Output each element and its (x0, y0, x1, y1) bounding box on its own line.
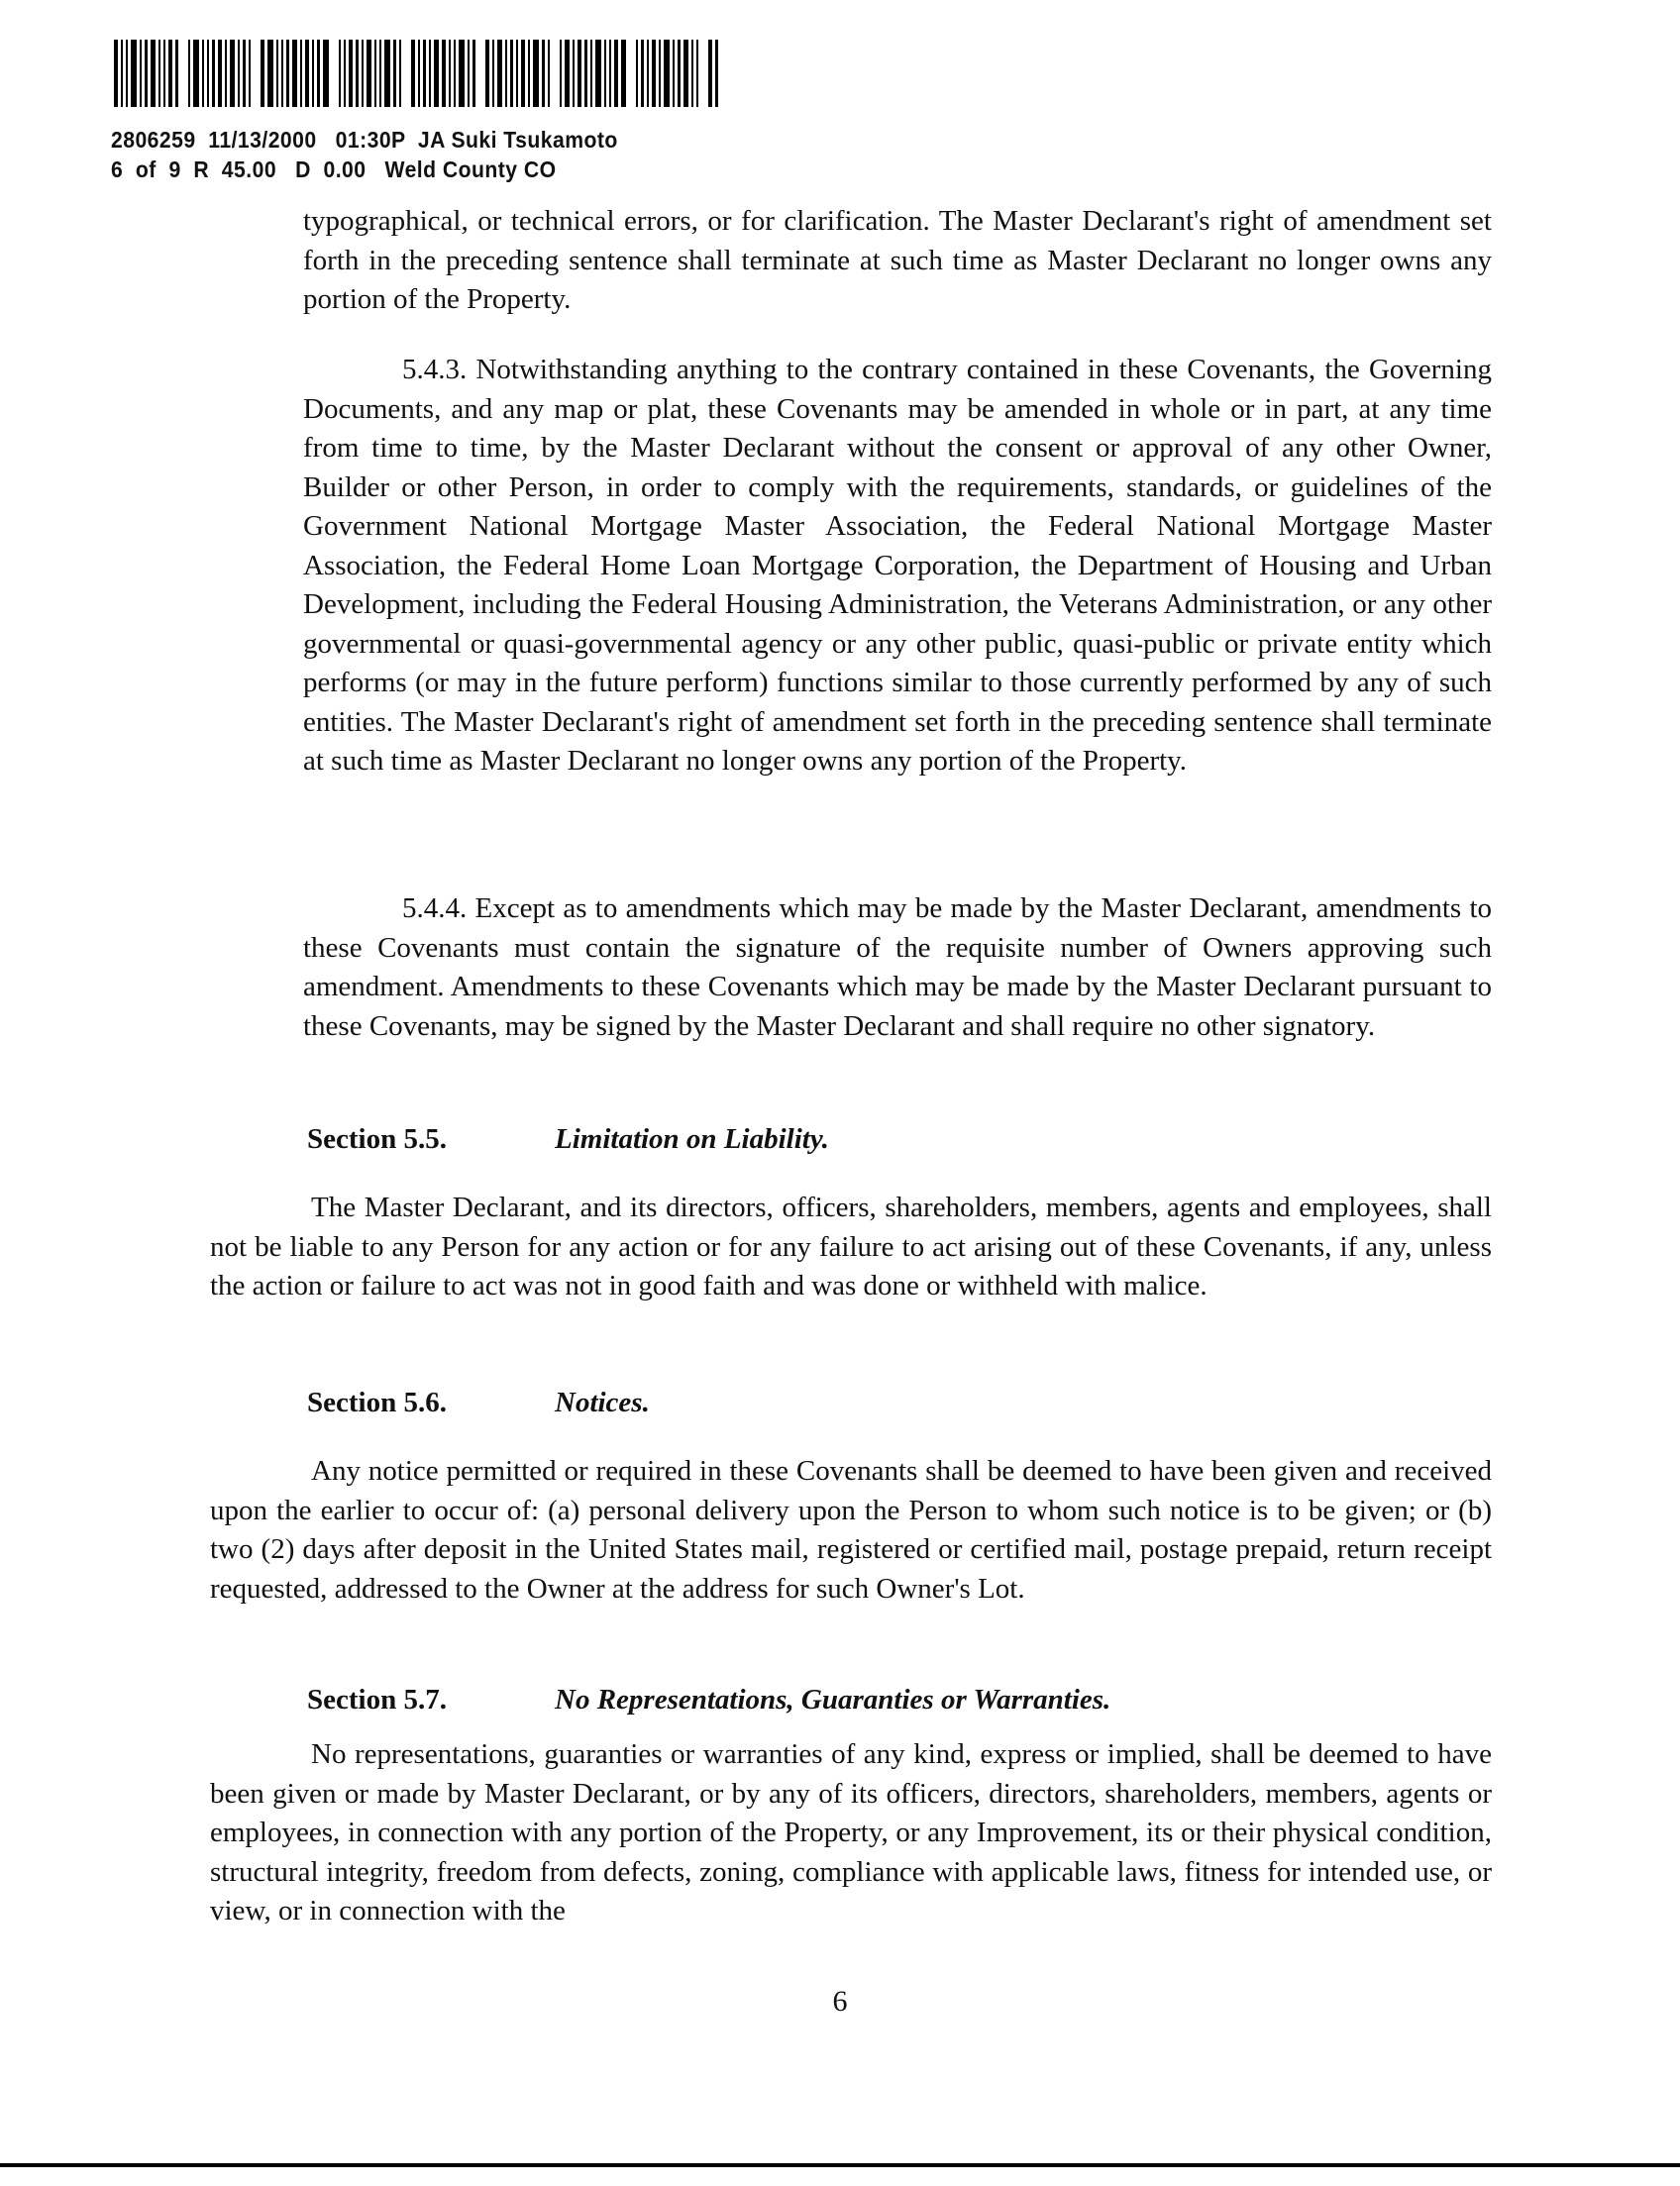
recording-barcode (114, 40, 789, 107)
section-5-6-heading (307, 1387, 650, 1419)
section-number: Section 5.5. (307, 1123, 447, 1155)
section-title: Notices. (555, 1387, 650, 1418)
section-title: Limitation on Liability. (555, 1123, 829, 1155)
paragraph-5-4-3: 5.4.3. Notwithstanding anything to the contrary contained in these Covenants, the Governing Documents, and any map or plat, these Covenants may be amended in whole or in part, at any time from time to time, by the Master Declarant without the consent or approval of any other Owner, Builder or other Person, in order to comply with the requirements, standards, or guidelines of the Government National Mortgage Master Association, the Federal National Mortgage Master Association, the Federal Home Loan Mortgage Corporation, the Department of Housing and Urban Development, including the Federal Housing Administration, the Veterans Administration, or any other governmental or quasi-governmental agency or any other public, quasi-public or private entity which performs (or may in the future perform) functions similar to those currently performed by any of such entities. The Master Declarant's right of amendment set forth in the preceding sentence shall terminate at such time as Master Declarant no longer owns any portion of the Property. (303, 354, 1492, 777)
section-title: No Representations, Guaranties or Warranties. (555, 1684, 1111, 1716)
recording-info-line-1: 2806259 11/13/2000 01:30P JA Suki Tsukamoto (111, 127, 618, 153)
recording-info-line-2: 6 of 9 R 45.00 D 0.00 Weld County CO (111, 156, 557, 182)
paragraph-5-4-4: 5.4.4. Except as to amendments which may be made by the Master Declarant, amendments to these Covenants must contain the signature of the requisite number of Owners approving such amendment. Amendments to these Covenants which may be made by the Master Declarant pursuant to these Covenants, may be signed by the Master Declarant and shall require no other signatory. (303, 892, 1492, 1042)
section-number: Section 5.6. (307, 1387, 447, 1418)
page-number: 6 (832, 1985, 848, 2018)
section-5-7-heading (307, 1684, 1110, 1717)
paragraph-continuation: typographical, or technical errors, or for clarification. The Master Declarant's right of amendment set forth in the preceding sentence shall terminate at such time as Master Declarant no longer owns any portion of the Property. (303, 205, 1492, 315)
section-number: Section 5.7. (307, 1684, 447, 1716)
bottom-rule (0, 2163, 1680, 2167)
section-5-6-text: Any notice permitted or required in these Covenants shall be deemed to have been given and received upon the earlier to occur of: (a) personal delivery upon the Person to whom such notice is to be given; or (b) two (2) days after deposit in the United States mail, registered or certified mail, postage prepaid, return receipt requested, addressed to the Owner at the address for such Owner's Lot. (210, 1455, 1492, 1605)
section-5-7-text: No representations, guaranties or warranties of any kind, express or implied, shall be deemed to have been given or made by Master Declarant, or by any of its officers, directors, shareholders, members, agents or employees, in connection with any portion of the Property, or any Improvement, its or their physical condition, structural integrity, freedom from defects, zoning, compliance with applicable laws, fitness for intended use, or view, or in connection with the (210, 1738, 1492, 1926)
section-5-5-text: The Master Declarant, and its directors, officers, shareholders, members, agents and employees, shall not be liable to any Person for any action or for any failure to act arising out of these Covenants, if any, unless the action or failure to act was not in good faith and was done or withheld with malice. (210, 1192, 1492, 1301)
section-5-5-heading (307, 1123, 829, 1156)
